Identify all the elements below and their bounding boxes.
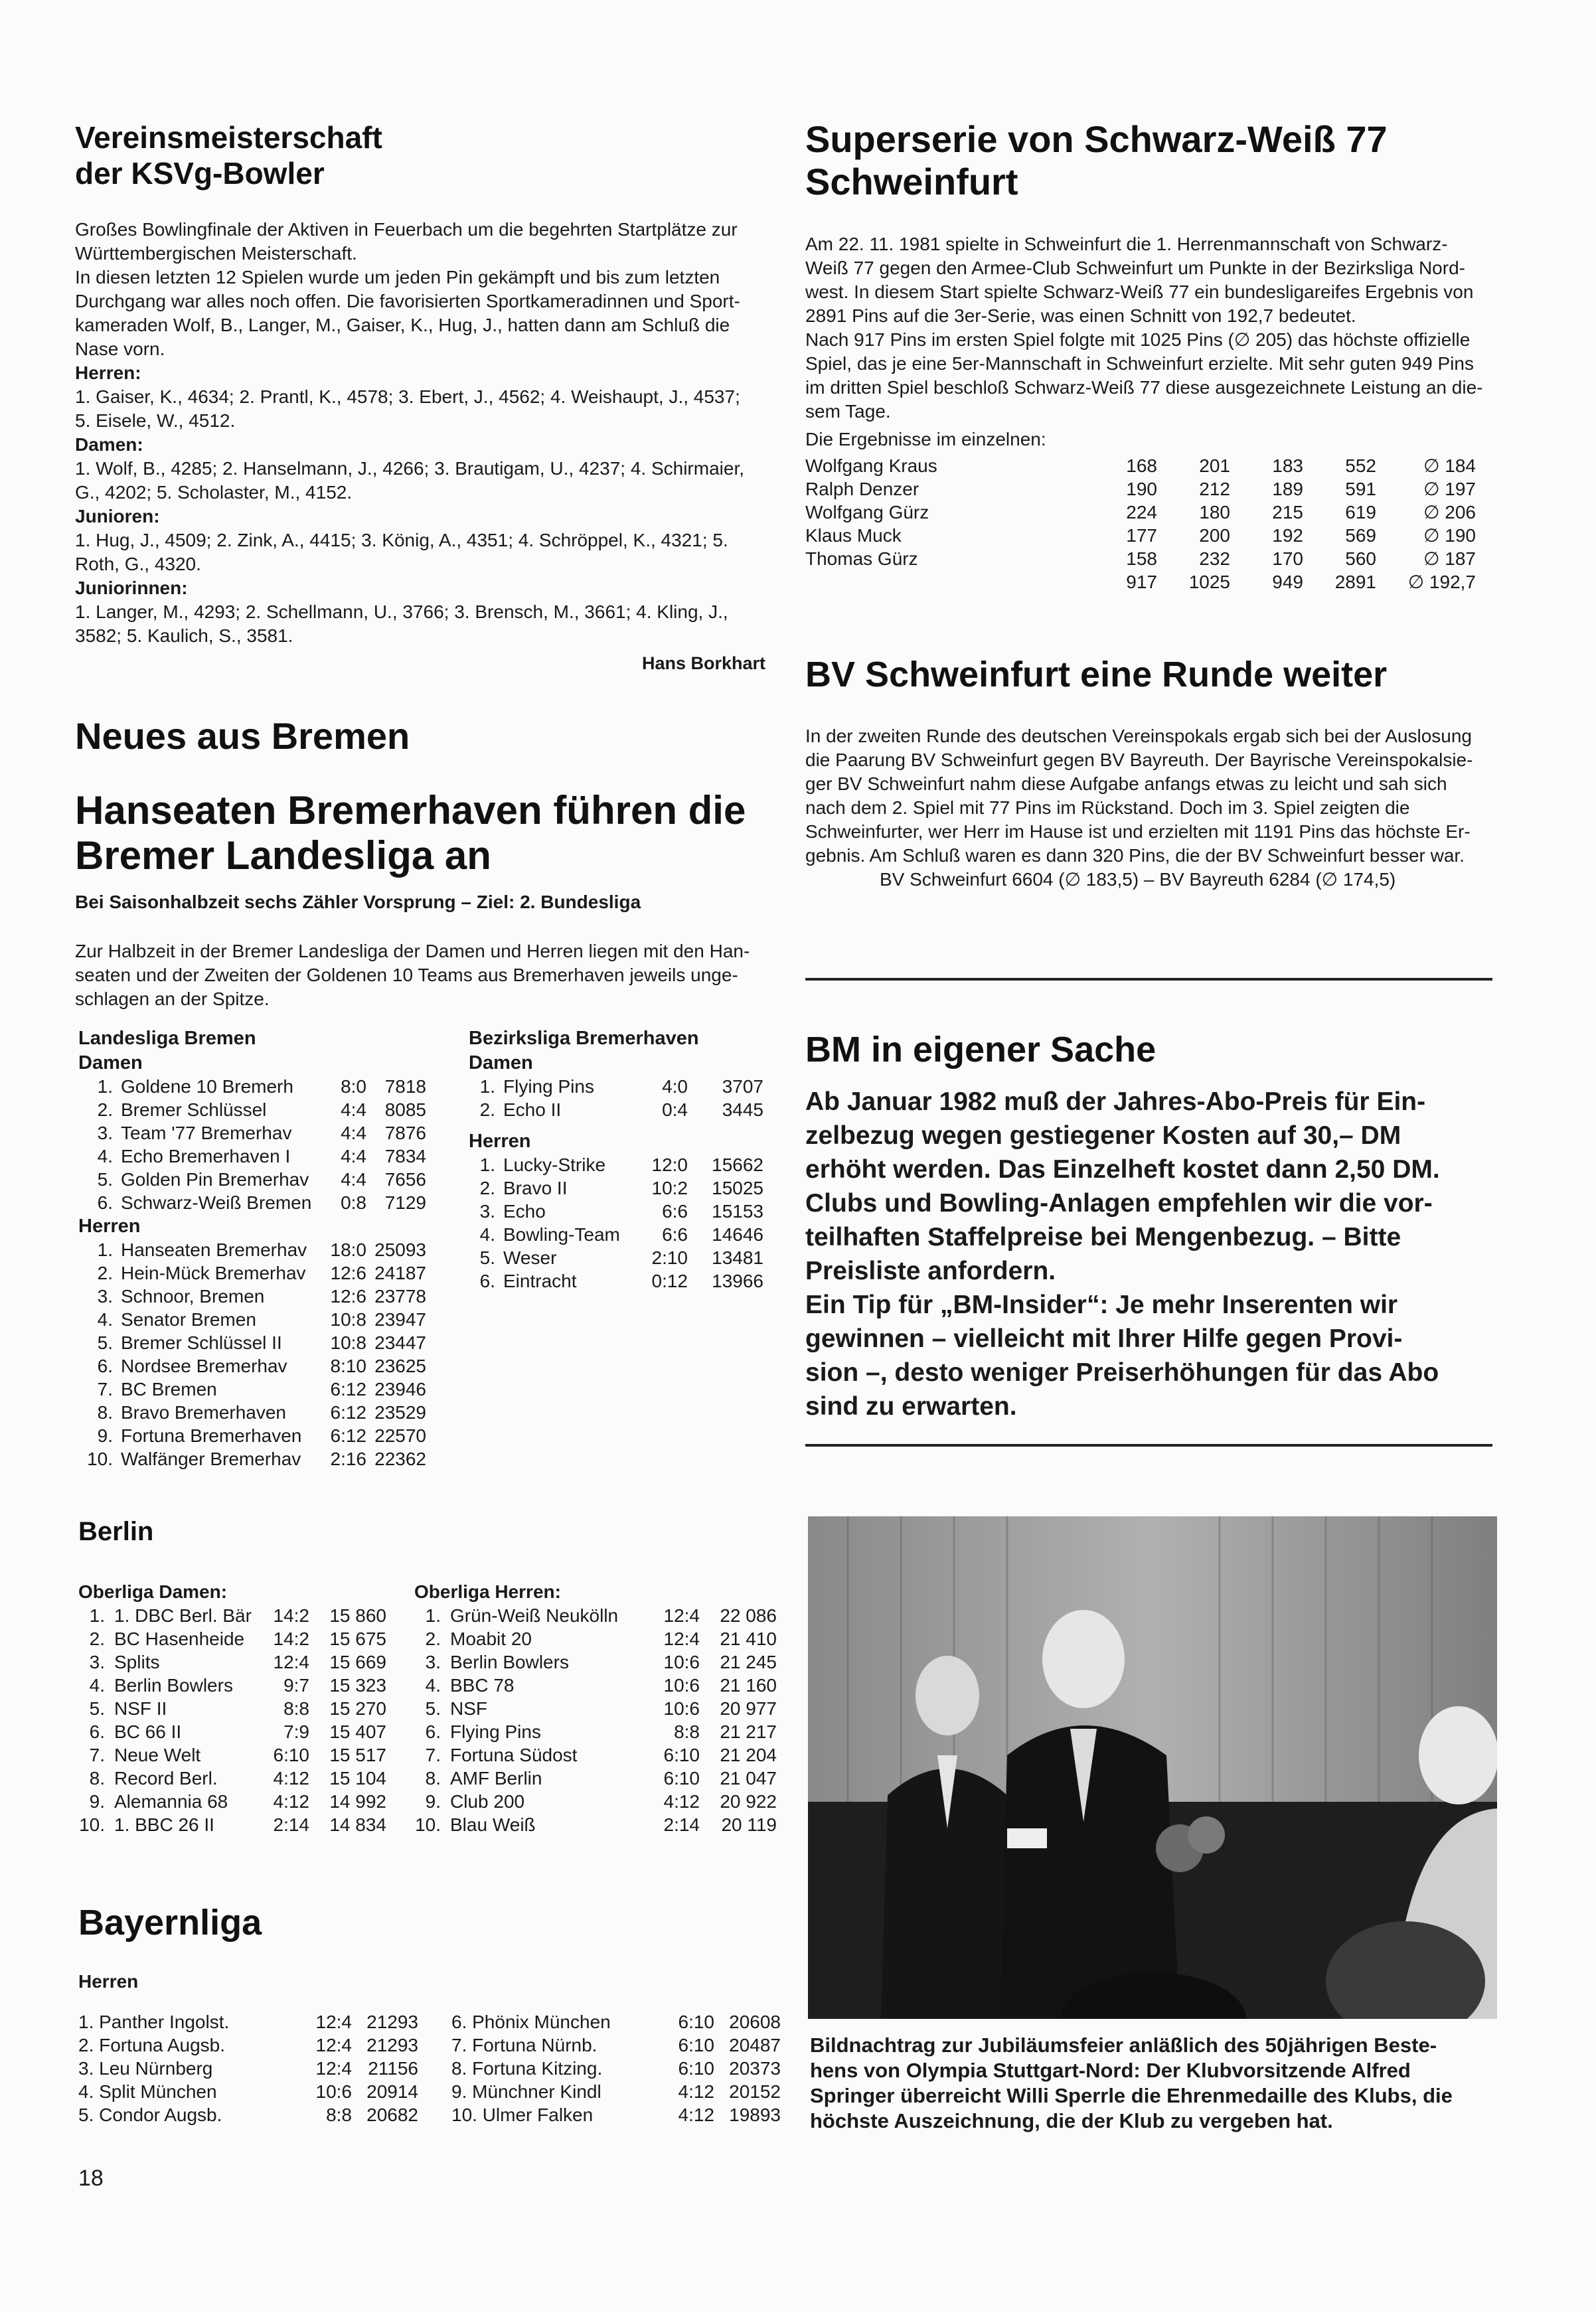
table-row: 7. Neue Welt 6:10 15 517 [89, 1745, 386, 1765]
berlin-section [78, 1516, 795, 1548]
table-row: 5. NSF II 8:8 15 270 [89, 1698, 386, 1719]
berlin-damen-table [78, 1604, 386, 1836]
photo-caption: Bildnachtrag zur Jubiläumsfeier anläßlich des 50jährigen Beste- hens von Olympia Stuttgart-Nord: Der Klubvorsitzende Alfred Springer überreicht Willi Sperrle die Ehrenmedaille des Klubs, die höchste Auszeichnung, die der Klub zu vergeben hat. [810, 2033, 1453, 2132]
table-row: 3. Echo 6:6 15153 [479, 1201, 763, 1222]
berlin-herren [414, 1580, 786, 1836]
table-row: 1. Panther Ingolst. 12:4 21293 [78, 2012, 418, 2032]
bezirksliga-title: Bezirksliga Bremerhaven [469, 1028, 699, 1049]
table-row: 7. Fortuna Nürnb. 6:10 20487 [451, 2035, 781, 2055]
bayernliga-left [78, 2010, 418, 2126]
bvs-title: BV Schweinfurt eine Runde weiter [805, 655, 1388, 694]
table-row: 2. Moabit 20 12:4 21 410 [425, 1629, 777, 1649]
landesliga-title: Landesliga Bremen [78, 1028, 256, 1049]
table-row: 3. Team '77 Bremerhav 4:4 7876 [97, 1123, 426, 1143]
berlin-herren-table [414, 1604, 777, 1836]
table-row: 6. Flying Pins 8:8 21 217 [425, 1721, 777, 1742]
bremen-heading: Neues aus Bremen [75, 715, 410, 757]
table-row: 10. Ulmer Falken 4:12 19893 [451, 2105, 781, 2125]
bezirksliga-herren-table [469, 1153, 763, 1293]
bremen-article [75, 714, 779, 1011]
bezirksliga-damen-table [469, 1075, 763, 1121]
table-row: 5. Weser 2:10 13481 [479, 1247, 763, 1268]
landesliga-damen-table [78, 1075, 426, 1214]
table-row: 1. Lucky-Strike 12:0 15662 [479, 1155, 763, 1175]
table-row: 3. Schnoor, Bremen 12:6 23778 [97, 1286, 426, 1307]
table-row: 4. Bowling-Team 6:6 14646 [479, 1224, 763, 1245]
ksvg-article [75, 120, 765, 674]
bm-article [805, 1029, 1502, 1423]
table-row: 9. Alemannia 68 4:12 14 992 [89, 1791, 386, 1812]
superserie-title: Superserie von Schwarz-Weiß 77 Schweinfurt [805, 118, 1388, 202]
table-row: 7. BC Bremen 6:12 23946 [97, 1379, 426, 1399]
table-row: 8. Bravo Bremerhaven 6:12 23529 [97, 1402, 426, 1423]
bremen-title: Hanseaten Bremerhaven führen die Bremer Landesliga an [75, 788, 746, 878]
table-row: Thomas Gürz 158 232 170 560 ∅ 187 [805, 548, 1476, 569]
bremen-subtitle: Bei Saisonhalbzeit sechs Zähler Vorsprung – Ziel: 2. Bundesliga [75, 892, 641, 912]
bvs-article [805, 654, 1502, 892]
table-row: Klaus Muck 177 200 192 569 ∅ 190 [805, 525, 1476, 546]
table-row: 4. Senator Bremen 10:8 23947 [97, 1309, 426, 1330]
bayernliga-left-table [78, 2010, 418, 2126]
table-row: 2. BC Hasenheide 14:2 15 675 [89, 1629, 386, 1649]
landesliga-herren-table [78, 1238, 426, 1471]
table-row: 7. Fortuna Südost 6:10 21 204 [425, 1745, 777, 1765]
table-row: 1. Grün-Weiß Neukölln 12:4 22 086 [425, 1605, 777, 1626]
table-row: 2. Bravo II 10:2 15025 [479, 1178, 763, 1198]
berlin-damen [78, 1580, 424, 1836]
page-number: 18 [78, 2166, 104, 2191]
bm-title: BM in eigener Sache [805, 1030, 1157, 1070]
table-row: 5. NSF 10:6 20 977 [425, 1698, 777, 1719]
landesliga-herren-label: Herren [78, 1216, 141, 1237]
table-row: 1. Goldene 10 Bremerh 8:0 7818 [97, 1076, 426, 1097]
table-row: 6. Schwarz-Weiß Bremen 0:8 7129 [97, 1192, 426, 1213]
table-row: 3. Berlin Bowlers 10:6 21 245 [425, 1652, 777, 1672]
table-row: 5. Golden Pin Bremerhav 4:4 7656 [97, 1169, 426, 1190]
table-row: 4. Berlin Bowlers 9:7 15 323 [89, 1675, 386, 1696]
landesliga-damen-label: Damen [78, 1052, 143, 1074]
table-row: Wolfgang Kraus 168 201 183 552 ∅ 184 [805, 455, 1476, 476]
bayernliga-heading: Bayernliga [78, 1903, 262, 1943]
superserie-text: Am 22. 11. 1981 spielte in Schweinfurt die 1. Herrenmannschaft von Schwarz- Weiß 77 gegen den Armee-Club Schweinfurt um Punkte in der Bezirksliga Nord- west. In diesem Start spielte Schwarz-Weiß 77 ein bundesligareifes Ergebnis von 2891 Pins auf die 3er-Serie, was einen Schnitt von 192,7 bedeutet. Nach 917 Pins im ersten Spiel folgte mit 1025 Pins (∅ 205) das höchste offizielle Spiel, das je eine 5er-Mannschaft in Schweinfurt erzielte. Mit sehr guten 949 Pins im dritten Spiel beschloß Schwarz-Weiß 77 diese ausgezeichnete Leistung an die- sem Tage. Die Ergebnisse im einzelnen: [805, 234, 1483, 449]
bayernliga-herren-label: Herren [78, 1971, 139, 1992]
table-row: 917 1025 949 2891 ∅ 192,7 [1126, 572, 1476, 592]
table-row: 8. Record Berl. 4:12 15 104 [89, 1768, 386, 1789]
bremen-intro: Zur Halbzeit in der Bremer Landesliga der Damen und Herren liegen mit den Han- seaten und der Zweiten der Goldenen 10 Teams aus Bremerhaven jeweils unge- schlagen an der Spitze. [75, 941, 750, 1009]
table-row: Ralph Denzer 190 212 189 591 ∅ 197 [805, 479, 1476, 499]
table-row: 3. Leu Nürnberg 12:4 21156 [78, 2058, 418, 2079]
table-row: 8. AMF Berlin 6:10 21 047 [425, 1768, 777, 1789]
table-row: 2. Fortuna Augsb. 12:4 21293 [78, 2035, 418, 2055]
table-row: 4. BBC 78 10:6 21 160 [425, 1675, 777, 1696]
bvs-text: In der zweiten Runde des deutschen Vereinspokals ergab sich bei der Auslosung die Paarung BV Schweinfurt gegen BV Bayreuth. Der Bayrische Vereinspokalsie- ger BV Schweinfurt nahm diese Aufgabe anfangs etwas zu leicht und sah sich nach dem 2. Spiel mit 77 Pins im Rückstand. Doch im 3. Spiel zeigten die Schweinfurter, wer Herr im Hause ist und erzielten mit 1191 Pins das höchste Er- gebnis. Am Schluß waren es dann 320 Pins, die der BV Schweinfurt besser war. BV Schweinfurt 6604 (∅ 183,5) – BV Bayreuth 6284 (∅ 174,5) [805, 724, 1502, 892]
divider [805, 978, 1492, 981]
bezirksliga-herren-label: Herren [469, 1131, 531, 1152]
table-row: 6. BC 66 II 7:9 15 407 [89, 1721, 386, 1742]
bvs-result: BV Schweinfurt 6604 (∅ 183,5) – BV Bayreuth 6284 (∅ 174,5) [880, 869, 1396, 890]
table-row: 6. Eintracht 0:12 13966 [479, 1271, 763, 1291]
berlin-herren-title: Oberliga Herren: [414, 1581, 561, 1602]
table-row: 1. Hanseaten Bremerhav 18:0 25093 [97, 1239, 426, 1260]
table-row: 5. Bremer Schlüssel II 10:8 23447 [97, 1332, 426, 1353]
table-row: 10. 1. BBC 26 II 2:14 14 834 [79, 1814, 386, 1835]
divider [805, 1444, 1492, 1447]
superserie-article [805, 118, 1502, 594]
bayernliga-right [451, 2010, 781, 2126]
table-row: 9. Münchner Kindl 4:12 20152 [451, 2081, 781, 2102]
table-row: 2. Bremer Schlüssel 4:4 8085 [97, 1099, 426, 1120]
superserie-results-table [805, 454, 1476, 594]
table-row: 9. Fortuna Bremerhaven 6:12 22570 [97, 1425, 426, 1446]
table-row: 5. Condor Augsb. 8:8 20682 [78, 2105, 418, 2125]
table-row: 10. Blau Weiß 2:14 20 119 [415, 1814, 777, 1835]
table-row: 6. Nordsee Bremerhav 8:10 23625 [97, 1356, 426, 1376]
ksvg-title: Vereinsmeisterschaft der KSVg-Bowler [75, 120, 382, 191]
bezirksliga-bremerhaven [469, 1026, 781, 1293]
bezirksliga-damen-label: Damen [469, 1052, 533, 1074]
award-photo [808, 1516, 1497, 2019]
landesliga-bremen [78, 1026, 450, 1471]
table-row: 2. Hein-Mück Bremerhav 12:6 24187 [97, 1263, 426, 1283]
berlin-damen-title: Oberliga Damen: [78, 1581, 228, 1602]
bayernliga-section [78, 1902, 795, 1994]
berlin-heading: Berlin [78, 1517, 154, 1546]
table-row: 8. Fortuna Kitzing. 6:10 20373 [451, 2058, 781, 2079]
table-row: 3. Splits 12:4 15 669 [89, 1652, 386, 1672]
table-row: 10. Walfänger Bremerhav 2:16 22362 [87, 1449, 426, 1469]
table-row: 9. Club 200 4:12 20 922 [425, 1791, 777, 1812]
ksvg-author: Hans Borkhart [641, 653, 765, 673]
bayernliga-right-table [451, 2010, 781, 2126]
table-row: 6. Phönix München 6:10 20608 [451, 2012, 781, 2032]
table-row: 4. Echo Bremerhaven I 4:4 7834 [97, 1146, 426, 1166]
ksvg-results: Herren: 1. Gaiser, K., 4634; 2. Prantl, K., 4578; 3. Ebert, J., 4562; 4. Weishaupt, J., 4537; 5. Eisele, W., 4512. Damen: 1. Wolf, B., 4285; 2. Hanselmann, J., 4266; 3. Brautigam, U., 4237; 4. Schirmaier, G., 4202; 5. Scholaster, M., 4152. Junioren: 1. Hug, J., 4509; 2. Zink, A., 4415; 3. König, A., 4351; 4. Schröppel, K., 4321; 5. Roth, G., 4320. Juniorinnen: 1. Langer, M., 4293; 2. Schellmann, U., 3766; 3. Brensch, M., 3661; 4. Kling, J., 3582; 5. Kaulich, S., 3581. [75, 362, 744, 646]
table-row: Wolfgang Gürz 224 180 215 619 ∅ 206 [805, 502, 1476, 522]
table-row: 1. 1. DBC Berl. Bär 14:2 15 860 [89, 1605, 386, 1626]
bm-text: Ab Januar 1982 muß der Jahres-Abo-Preis für Ein- zelbezug wegen gestiegener Kosten auf 30,– DM erhöht werden. Das Einzelheft kostet dann 2,50 DM. Clubs und Bowling-Anlagen empfehlen wir die vor- teilhaften Staffelpreise bei Mengenbezug. – Bitte Preisliste anfordern. Ein Tip für „BM-Insider“: Je mehr Inserenten wir gewinnen – vielleicht mit Ihrer Hilfe gegen Provi- sion –, desto weniger Preiserhöhungen für das Abo sind zu erwarten. [805, 1087, 1440, 1421]
table-row: 1. Flying Pins 4:0 3707 [479, 1076, 763, 1097]
table-row: 2. Echo II 0:4 3445 [479, 1099, 763, 1120]
award-photo-image [808, 1516, 1497, 2019]
ksvg-intro: Großes Bowlingfinale der Aktiven in Feuerbach um die begehrten Startplätze zur Württembergischen Meisterschaft. In diesen letzten 12 Spielen wurde um jeden Pin gekämpft und bis zum letzten Durchgang war alles noch offen. Die favorisierten Sportkameradinnen und Sport- kameraden Wolf, B., Langer, M., Gaiser, K., Hug, J., hatten dann am Schluß die Nase vorn. [75, 219, 740, 359]
table-row: 4. Split München 10:6 20914 [78, 2081, 418, 2102]
